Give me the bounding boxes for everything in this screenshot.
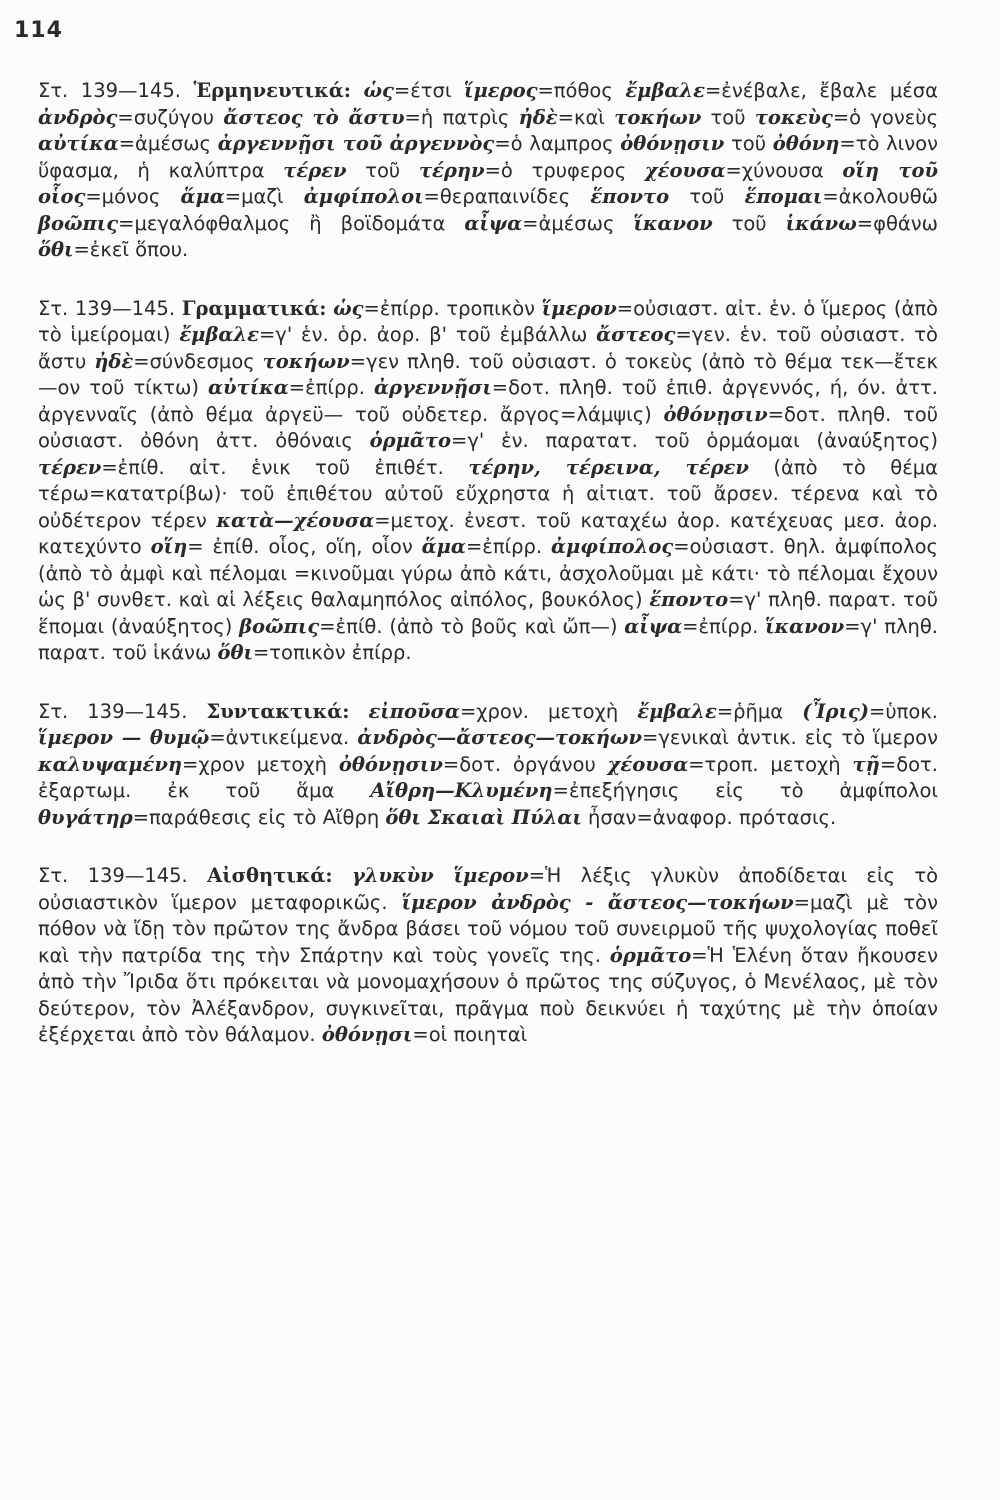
explanation-text: =πόθος bbox=[537, 79, 626, 102]
explanation-text: =Ἡ Ἑλένη ὅταν ἤκουσεν ἀπὸ τὴν Ἴριδα ὅτι πρόκειται νὰ μονομαχήσουν ὁ πρῶτος της σύζυγος, ὁ Μενέλαος, μὲ τὸν δεύτερον, τὸν Ἀλέξανδρον, συγκινεῖται, πρᾶγμα ποὺ δεικνύει ἡ ταχύτης μὲ τὴν ὁποίαν ἐξέρχεται ἀπὸ τὸν θάλαμον. bbox=[38, 943, 938, 1046]
explanation-text: =ἐπίρρ. bbox=[465, 535, 552, 558]
explanation-text: =γεν πληθ. τοῦ οὐσιαστ. ὁ τοκεὺς (ἀπὸ τὸ θέμα τεκ—ἔτεκ—ον τοῦ τίκτω) bbox=[38, 349, 939, 399]
explanation-text: =ἐπίθ. (ἀπὸ τὸ βοῦς καὶ ὤπ—) bbox=[319, 614, 625, 638]
explanation-text: =δοτ. πληθ. τοῦ ἐπιθ. ἀργεννός, ή, όν. ἀττ. ἀργενναῖς (ἀπὸ θέμα ἀργεϋ— τοῦ οὐδετερ. ἄργος=λάμψις) bbox=[38, 376, 938, 426]
explanation-text: =ὁ γονεὺς bbox=[832, 105, 939, 129]
explanation-text: =γεν. ἑν. τοῦ οὐσιαστ. τὸ ἄστυ bbox=[38, 323, 938, 373]
verse-reference: Στ. 139—145. bbox=[38, 79, 181, 102]
explanation-text: =σύνδεσμος bbox=[133, 349, 263, 373]
explanation-text: =οὐσιαστ. θηλ. ἀμφίπολος (ἀπὸ τὸ ἀμφὶ καὶ πέλομαι =κινοῦμαι γύρω ἀπὸ κάτι, ἀσχολοῦμαι μὲ κάτι· τὸ πέλομαι ἔχουν ὡς β' συνθετ. καὶ αἱ λέξεις θαλαμηπόλος αἰπόλος, βουκόλος) bbox=[38, 535, 939, 611]
greek-term: ὅθι Σκαιαὶ Πύλαι bbox=[385, 805, 582, 829]
greek-term: τέρεν bbox=[283, 158, 347, 182]
greek-term: γλυκὺν ἵμερον bbox=[351, 864, 529, 887]
greek-term: βοῶπις bbox=[38, 211, 119, 235]
greek-term: ἀργεννῇσι τοῦ ἀργεννὸς bbox=[217, 132, 495, 155]
greek-term: (Ἶρις) bbox=[802, 699, 870, 723]
page-number: 114 bbox=[14, 18, 63, 43]
greek-term: ὀθόνη bbox=[772, 132, 840, 155]
greek-term: τοκήων bbox=[614, 105, 702, 129]
greek-term: ἠδὲ bbox=[94, 349, 134, 373]
explanation-text: ἦσαν=ἀναφορ. πρότασις. bbox=[581, 805, 837, 829]
greek-term: αὐτίκα bbox=[38, 132, 119, 155]
explanation-text: =ἡ πατρὶς bbox=[404, 105, 519, 129]
greek-term: ἅμα bbox=[180, 185, 225, 208]
explanation-text: =οἱ ποιηταὶ bbox=[412, 1023, 528, 1046]
greek-term: ἱκάνω bbox=[785, 211, 857, 235]
greek-term: ὡς bbox=[333, 296, 364, 320]
explanation-text: =τροπ. μετοχὴ bbox=[688, 752, 853, 776]
greek-term: ἔμβαλε bbox=[179, 323, 259, 346]
section-heading: Γραμματικά: bbox=[181, 296, 327, 320]
explanation-text: =γ' ἑν. ὁρ. ἀορ. β' τοῦ ἐμβάλλω bbox=[258, 323, 597, 346]
greek-term: αἶψα bbox=[624, 614, 683, 638]
explanation-text: =ὁ λαμπρος bbox=[494, 132, 621, 155]
greek-term: ἕπομαι bbox=[744, 185, 823, 208]
greek-term: ὅθι bbox=[38, 238, 74, 261]
explanation-text: =ἐπίρρ. τροπικὸν bbox=[363, 296, 542, 320]
explanation-text: τοῦ bbox=[701, 105, 755, 129]
explanation-text: =ἐπίρρ. bbox=[288, 376, 375, 399]
greek-term: αἶψα bbox=[464, 211, 523, 235]
explanation-text: =ἐνέβαλε, ἔβαλε μέσα bbox=[704, 79, 938, 102]
greek-term: ἵκανον bbox=[765, 614, 845, 638]
greek-term: θυγάτηρ bbox=[38, 805, 133, 829]
greek-term: ἠδὲ bbox=[518, 105, 558, 129]
verse-reference: Στ. 139—145. bbox=[38, 699, 188, 723]
greek-term: χέουσα bbox=[607, 752, 689, 776]
explanation-text: =ἀμέσως bbox=[522, 211, 634, 235]
greek-term: ἵμερον bbox=[541, 296, 617, 320]
greek-term: ἵμερος bbox=[464, 79, 538, 102]
explanation-text: =παράθεσις εἰς τὸ Αἴθρη bbox=[132, 805, 386, 829]
explanation-text: =ἀμέσως bbox=[118, 132, 218, 155]
explanation-text: =ὁ τρυφερος bbox=[484, 158, 645, 182]
greek-term: ἕποντο bbox=[590, 185, 670, 208]
greek-term: τέρην, τέρεινα, τέρεν bbox=[468, 455, 749, 479]
greek-term: ὡς bbox=[363, 79, 394, 102]
explanation-text: =ἐπίθ. αἰτ. ἑνικ τοῦ ἐπιθέτ. bbox=[101, 455, 469, 479]
greek-term: τέρην bbox=[418, 158, 485, 182]
explanation-text: =ἐκεῖ ὅπου. bbox=[73, 238, 189, 261]
explanation-text: =Ἡ λέξις γλυκὺν ἀποδίδεται εἰς τὸ οὐσιαστικὸν ἵμερον μεταφορικῶς. bbox=[38, 864, 938, 914]
greek-term: ἵκανον bbox=[633, 211, 713, 235]
explanation-text: =μεγαλόφθαλμος ἢ βοϊδομάτα bbox=[118, 211, 465, 235]
greek-term: ἔμβαλε bbox=[637, 699, 717, 723]
greek-term: ἀνδρὸς bbox=[38, 105, 118, 129]
explanation-text: =δοτ. πληθ. τοῦ οὐσιαστ. ὀθόνη ἀττ. ὀθόναις bbox=[38, 402, 938, 452]
explanation-text: = ἐπίθ. οἷος, οἵη, οἷον bbox=[187, 535, 422, 558]
greek-term: οἵη τοῦ οἷος bbox=[38, 158, 938, 208]
greek-term: οἵη bbox=[150, 535, 188, 558]
explanation-text: =δοτ. ἐξαρτωμ. ἐκ τοῦ ἅμα bbox=[38, 752, 938, 802]
explanation-text: =γ' πληθ. παρατ. τοῦ ἱκάνω bbox=[38, 614, 938, 664]
explanation-text: τοῦ bbox=[669, 185, 745, 208]
explanation-text: =θεραπαινίδες bbox=[423, 185, 591, 208]
verse-reference: Στ. 139—145. bbox=[38, 296, 176, 320]
greek-term: ἀμφίπολος bbox=[551, 535, 674, 558]
greek-term: χέουσα bbox=[644, 158, 726, 182]
paragraph-grammatika bbox=[38, 296, 938, 667]
explanation-text: =χρον μετοχὴ bbox=[182, 752, 339, 776]
explanation-text: =συζύγου bbox=[117, 105, 224, 129]
section-heading: Ἑρμηνευτικά: bbox=[193, 79, 351, 102]
greek-term: ἀμφίπολοι bbox=[303, 185, 424, 208]
explanation-text: =μαζὶ bbox=[224, 185, 304, 208]
greek-term: ἄστεος bbox=[596, 323, 676, 346]
section-heading: Αἰσθητικά: bbox=[207, 864, 333, 887]
explanation-text: =τοπικὸν ἐπίρρ. bbox=[252, 641, 412, 664]
explanation-text: =φθάνω bbox=[856, 211, 938, 235]
explanation-text: =γ' πληθ. παρατ. τοῦ ἕπομαι (ἀναύξητος) bbox=[38, 588, 938, 638]
greek-term: καλυψαμένη bbox=[38, 752, 183, 776]
greek-term: ὁρμᾶτο bbox=[369, 429, 452, 452]
paragraph-body bbox=[38, 297, 938, 665]
greek-term: τῇ bbox=[852, 752, 880, 776]
greek-term: ἀργεννῇσι bbox=[374, 376, 492, 399]
explanation-text: =τὸ λινον ὕφασμα, ἡ καλύπτρα bbox=[38, 132, 938, 182]
greek-term: αὐτίκα bbox=[208, 376, 289, 399]
greek-term: τοκήων bbox=[262, 349, 350, 373]
section-heading: Συντακτικά: bbox=[206, 699, 350, 723]
paragraph-hermeneutika bbox=[38, 78, 938, 264]
explanation-text: =γ' ἑν. παρατατ. τοῦ ὁρμάομαι (ἀναύξητος) bbox=[451, 429, 938, 452]
explanation-text: =καὶ bbox=[557, 105, 615, 129]
explanation-text: =ῥῆμα bbox=[716, 699, 803, 723]
greek-term: Αἴθρη—Κλυμένη bbox=[370, 779, 553, 802]
greek-term: ὀθόνῃσιν bbox=[620, 132, 725, 155]
verse-reference: Στ. 139—145. bbox=[38, 864, 188, 887]
explanation-text: τοῦ bbox=[346, 158, 419, 182]
paragraph-aisthetika bbox=[38, 863, 938, 1049]
explanation-text: =ἀντικείμενα. bbox=[209, 726, 358, 749]
greek-term: ἔμβαλε bbox=[625, 79, 705, 102]
greek-term: ἅμα bbox=[421, 535, 466, 558]
greek-term: ὀθόνῃσιν bbox=[663, 402, 768, 426]
greek-term: κατὰ—χέουσα bbox=[216, 508, 375, 532]
paragraph-body bbox=[38, 864, 938, 1046]
explanation-text: (ἀπὸ τὸ θέμα τέρω=κατατρίβω)· τοῦ ἐπιθέτου αὐτοῦ εὔχρηστα ἡ αἰτιατ. τοῦ ἄρσεν. τέρενα καὶ τὸ οὐδέτερον τέρεν bbox=[38, 455, 938, 532]
greek-term: εἰποῦσα bbox=[368, 699, 460, 723]
explanation-text: =μόνος bbox=[85, 185, 181, 208]
explanation-text: =μαζὶ μὲ τὸν πόθον νὰ ἴδῃ τὸν πρῶτον της ἄνδρα βάσει τοῦ νόμου τοῦ συνειρμοῦ τῆς ψυχολογίας ποθεῖ καὶ τὴν πατρίδα της τὴν Σπάρτην καὶ τοὺς γονεῖς της. bbox=[38, 890, 938, 967]
greek-term: ἄστεος τὸ ἄστυ bbox=[223, 105, 405, 129]
greek-term: τοκεὺς bbox=[754, 105, 833, 129]
commentary-text bbox=[38, 78, 938, 1049]
explanation-text: τοῦ bbox=[712, 211, 786, 235]
paragraph-syntaktika bbox=[38, 699, 938, 832]
greek-term: ἵμερον ἀνδρὸς - ἄστεος—τοκήων bbox=[401, 890, 794, 914]
explanation-text: =ἐπίρρ. bbox=[682, 614, 766, 638]
greek-term: ἵμερον — θυμῷ bbox=[38, 726, 210, 749]
explanation-text: =χρον. μετοχὴ bbox=[459, 699, 638, 723]
greek-term: ὀθόνῃσι bbox=[321, 1023, 413, 1046]
greek-term: ἀνδρὸς—ἄστεος—τοκήων bbox=[357, 726, 643, 749]
greek-term: ὅθι bbox=[217, 641, 253, 664]
greek-term: ὀθόνῃσιν bbox=[338, 752, 443, 776]
explanation-text: τοῦ bbox=[724, 132, 773, 155]
greek-term: ἕποντο bbox=[649, 588, 729, 611]
explanation-text: =γενικαὶ ἀντικ. εἰς τὸ ἵμερον bbox=[642, 726, 938, 749]
explanation-text: =χύνουσα bbox=[725, 158, 843, 182]
explanation-text: =έτσι bbox=[393, 79, 465, 102]
paragraph-body bbox=[38, 79, 938, 261]
explanation-text: =ἀκολουθῶ bbox=[822, 185, 938, 208]
explanation-text: =οὐσιαστ. αἰτ. ἑν. ὁ ἵμερος (ἀπὸ τὸ ἱμείρομαι) bbox=[38, 296, 938, 346]
greek-term: ὁρμᾶτο bbox=[609, 943, 692, 967]
explanation-text: =ὑποκ. bbox=[869, 699, 938, 723]
explanation-text: =ἐπεξήγησις εἰς τὸ ἀμφίπολοι bbox=[552, 779, 938, 802]
explanation-text: =μετοχ. ἐνεστ. τοῦ καταχέω ἀορ. κατέχευας μεσ. ἀορ. κατεχύντο bbox=[38, 508, 938, 558]
explanation-text: =δοτ. ὀργάνου bbox=[442, 752, 608, 776]
greek-term: βοῶπις bbox=[239, 614, 320, 638]
greek-term: τέρεν bbox=[38, 455, 102, 479]
